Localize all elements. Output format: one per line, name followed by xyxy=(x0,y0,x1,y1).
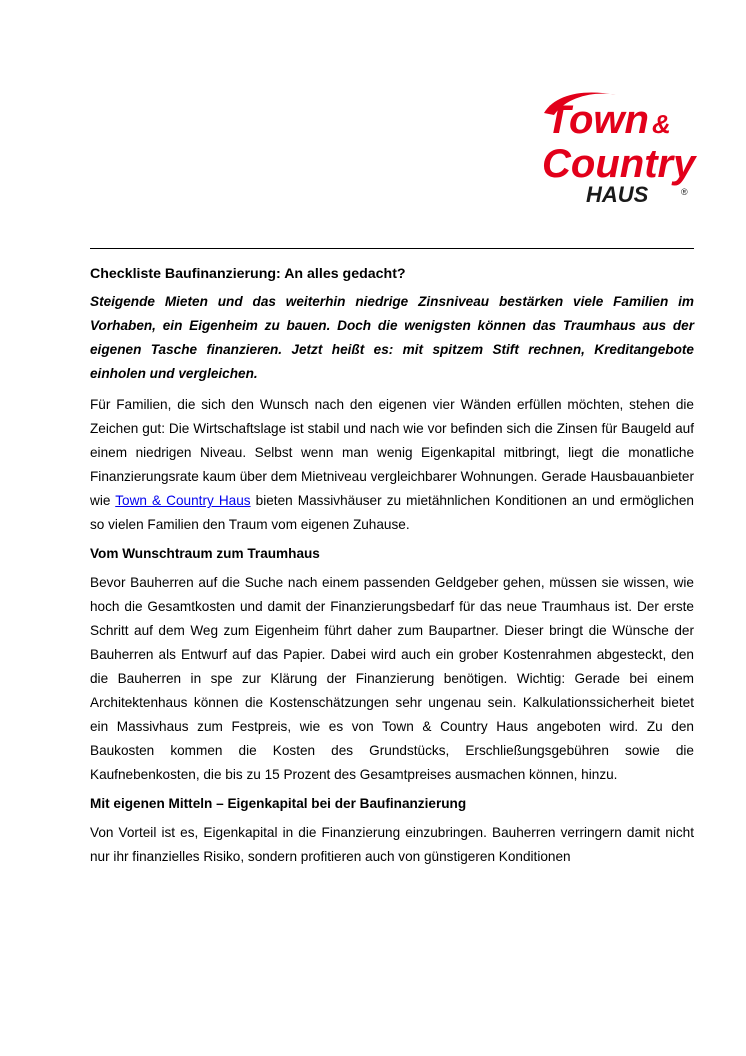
article-lead: Steigende Mieten und das weiterhin niedrige Zinsniveau bestärken viele Familien im Vorhaben, ein Eigenheim zu bauen. Doch die wenigsten können das Traumhaus aus der eigenen Tasche finanzieren. Jetzt heißt es: mit spitzem Stift rechnen, Kreditangebote einholen und vergleichen. xyxy=(90,294,694,381)
section-heading-1: Vom Wunschtraum zum Traumhaus xyxy=(90,546,320,561)
logo-town: Town xyxy=(546,98,649,142)
paragraph-2: Bevor Bauherren auf die Suche nach einem passenden Geldgeber gehen, müssen sie wissen, wie hoch die Gesamtkosten und damit der Finanzierungsbedarf für das neue Traumhaus ist. Der erste Schritt auf dem Weg zum Eigenheim führt daher zum Baupartner. Dieser bringt die Wünsche der Bauherren als Entwurf auf das Papier. Dabei wird auch ein grober Kostenrahmen abgesteckt, den die Bauherren in spe zur Klärung der Finanzierung benötigen. Wichtig: Gerade bei einem Architektenhaus können die Kostenschätzungen sehr ungenau sein. Kalkulationssicherheit bietet ein Massivhaus zum Festpreis, wie es von Town & Country Haus angeboten wird. Zu den Baukosten kommen die Kosten des Grundstücks, Erschließungsgebühren sowie die Kaufnebenkosten, die bis zu 15 Prozent des Gesamtpreises ausmachen können, hinzu. xyxy=(90,575,694,782)
header-rule xyxy=(90,248,694,249)
paragraph-1-text-a: Für Familien, die sich den Wunsch nach den eigenen vier Wänden erfüllen möchten, stehen die Zeichen gut: Die Wirtschaftslage ist stabil und nach wie vor befinden sich die Zinsen für Baugeld auf einem niedrigen Niveau. Selbst wenn man wenig Eigenkapital mitbringt, liegt die monatliche Finanzierungsrate kaum über dem Mietniveau vergleichbarer Wohnungen. Gerade Hausbauanbieter wie xyxy=(90,397,694,508)
paragraph-1 xyxy=(90,393,694,537)
section-heading-2: Mit eigenen Mitteln – Eigenkapital bei der Baufinanzierung xyxy=(90,796,467,811)
paragraph-1-text-b: bieten Massivhäuser zu mietähnlichen Konditionen an und ermöglichen so vielen Familien den Traum vom eigenen Zuhause. xyxy=(90,493,694,532)
paragraph-3: Von Vorteil ist es, Eigenkapital in die Finanzierung einzubringen. Bauherren verringern damit nicht nur ihr finanzielles Risiko, sondern profitieren auch von günstigeren Konditionen xyxy=(90,825,694,864)
town-country-haus-link[interactable]: Town & Country Haus xyxy=(115,493,251,508)
article xyxy=(90,262,694,874)
town-country-haus-logo xyxy=(538,85,698,210)
logo-registered: ® xyxy=(681,187,688,197)
logo-ampersand: & xyxy=(652,109,671,139)
logo-haus: HAUS xyxy=(586,182,649,207)
logo-country: Country xyxy=(542,142,696,186)
article-title: Checkliste Baufinanzierung: An alles gedacht? xyxy=(90,266,406,282)
